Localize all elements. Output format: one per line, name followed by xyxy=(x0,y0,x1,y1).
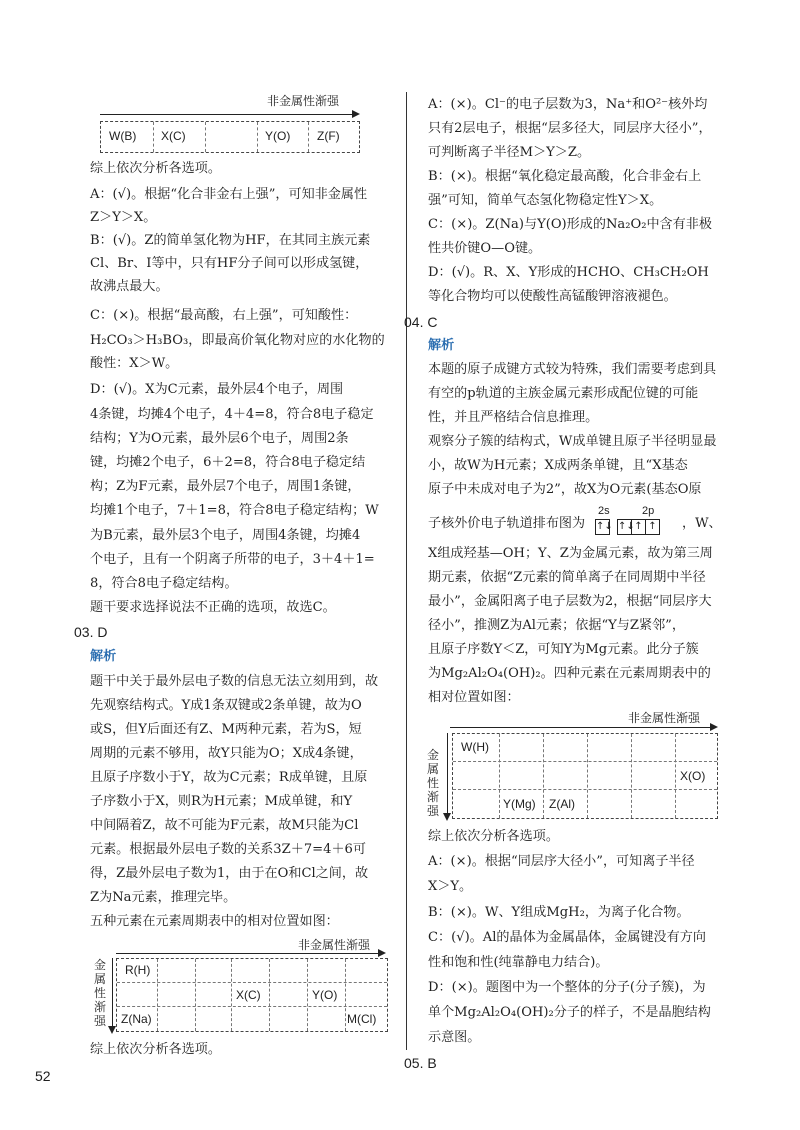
table1-cell: Y(O) xyxy=(265,129,291,143)
question-number: 05. B xyxy=(404,1055,437,1071)
table2-cell: X(C) xyxy=(236,988,261,1002)
text-line: 周期的元素不够用，故Y只能为O；X成4条键， xyxy=(90,746,363,761)
table3-cell: X(O) xyxy=(680,769,706,783)
table3-arrow-label: 非金属性渐强 xyxy=(628,711,701,725)
text-line: 且原子序数Y＜Z，可知Y为Mg元素。此分子簇 xyxy=(428,642,699,657)
text-line: ，W、 xyxy=(682,516,722,531)
table3-periodic-grid xyxy=(452,733,718,819)
text-line: 性和饱和性(纯靠静电力结合)。 xyxy=(428,955,609,970)
text-line: 个电子，且有一个阴离子所带的电子，3＋4＋1= xyxy=(90,552,375,567)
text-line: C：(×)。根据“最高酸，右上强”，可知酸性： xyxy=(90,308,358,323)
text-line: 题干要求选择说法不正确的选项，故选C。 xyxy=(90,600,336,615)
table3-cell: W(H) xyxy=(461,740,489,754)
table2-cell: Y(O) xyxy=(312,988,338,1002)
table3-cell: Z(Al) xyxy=(549,797,575,811)
table3-vertical-label: 金 属 性 渐 强 xyxy=(426,748,439,818)
section-heading: 解析 xyxy=(428,338,455,353)
text-line: 为B元素，最外层3个电子，周围4条键，均摊4 xyxy=(90,528,361,543)
table2-vertical-label: 金 属 性 渐 强 xyxy=(93,958,106,1028)
table2-periodic-grid xyxy=(116,958,388,1032)
text-line: 有空的p轨道的主族金属元素形成配位键的可能 xyxy=(428,386,699,401)
text-line: 只有2层电子，根据“层多径大，同层序大径小”， xyxy=(428,121,712,136)
text-line: 单个Mg₂Al₂O₄(OH)₂分子的样子，不是晶胞结构 xyxy=(428,1005,711,1020)
text-line: C：(√)。Al的晶体为金属晶体，金属键没有方向 xyxy=(428,930,706,945)
text-line: D：(×)。题图中为一个整体的分子(分子簇)，为 xyxy=(428,980,706,995)
text-line: A：(×)。根据“同层序大径小”，可知离子半径 xyxy=(428,854,695,869)
table2-arrow xyxy=(116,953,384,954)
table1-cell: X(C) xyxy=(161,129,186,143)
text-line: C：(×)。Z(Na)与Y(O)形成的Na₂O₂中含有非极 xyxy=(428,217,712,232)
text-line: D：(√)。R、X、Y形成的HCHO、CH₃CH₂OH xyxy=(428,265,709,280)
table1-cell: Z(F) xyxy=(317,129,340,143)
text-line: X＞Y。 xyxy=(428,879,473,894)
text-line: 小，故W为H元素；X成两条单键，且“X基态 xyxy=(428,458,688,473)
text-line: 原子中未成对电子为2”，故X为O元素(基态O原 xyxy=(428,482,702,497)
text-line: 子核外价电子轨道排布图为 xyxy=(428,516,586,531)
text-line: Z＞Y＞X。 xyxy=(90,210,157,225)
orbital-2s-label: 2s xyxy=(598,505,610,517)
text-line: 相对位置如图： xyxy=(428,690,520,705)
text-line: 先观察结构式。Y成1条双键或2条单键，故为O xyxy=(90,698,362,713)
text-line: 8，符合8电子稳定结构。 xyxy=(90,576,238,591)
text-line: 故沸点最大。 xyxy=(90,279,169,294)
text-line: 得，Z最外层电子数为1，由于在O和Cl之间，故 xyxy=(90,866,369,881)
orbital-box-2p: ↑ xyxy=(645,519,660,535)
orbital-diagram xyxy=(596,519,660,535)
text-line: 综上依次分析各选项。 xyxy=(90,1042,221,1057)
text-line: 五种元素在元素周期表中的相对位置如图： xyxy=(90,914,339,929)
text-line: 为Mg₂Al₂O₄(OH)₂。四种元素在元素周期表中的 xyxy=(428,666,711,681)
text-line: 键，均摊2个电子，6＋2=8，符合8电子稳定结 xyxy=(90,455,366,470)
question-number: 03. D xyxy=(74,624,108,640)
text-line: 中间隔着Z，故不可能为F元素，故M只能为Cl xyxy=(90,818,359,833)
text-line: 结构；Y为O元素，最外层6个电子，周围2条 xyxy=(90,431,349,446)
text-line: 且原子序数小于Y，故为C元素；R成单键，且原 xyxy=(90,770,368,785)
text-line: 题干中关于最外层电子数的信息无法立刻用到，故 xyxy=(90,674,379,689)
orbital-2p-label: 2p xyxy=(642,505,655,517)
text-line: 期元素，依据“Z元素的简单离子在同周期中半径 xyxy=(428,570,706,585)
table2-vertical-arrow xyxy=(112,958,113,1032)
text-line: B：(√)。Z的简单氢化物为HF，在其同主族元素 xyxy=(90,233,371,248)
text-line: 示意图。 xyxy=(428,1030,481,1045)
table3-vertical-arrow xyxy=(447,733,448,819)
table2-cell: Z(Na) xyxy=(121,1012,152,1026)
page-number: 52 xyxy=(35,1068,51,1084)
text-line: Cl、Br、I等中，只有HF分子间可以形成氢键， xyxy=(90,256,369,271)
orbital-box-2p: ↑ xyxy=(631,519,646,535)
text-line: 径小”，推测Z为Al元素；依据“Y与Z紧邻”， xyxy=(428,618,685,633)
table3-arrow xyxy=(450,727,716,728)
question-number: 04. C xyxy=(404,314,438,330)
orbital-box-2s: ↑↓ xyxy=(595,519,610,535)
text-line: Z为Na元素，推理完毕。 xyxy=(90,890,237,905)
text-line: 观察分子簇的结构式，W成单键且原子半径明显最 xyxy=(428,434,717,449)
text-line: 综上依次分析各选项。 xyxy=(90,161,221,176)
table1-periodic-row xyxy=(100,121,360,153)
text-line: 构；Z为F元素，最外层7个电子，周围1条键， xyxy=(90,479,361,494)
text-line: 综上依次分析各选项。 xyxy=(428,829,559,844)
text-line: X组成羟基—OH；Y、Z为金属元素，故为第三周 xyxy=(428,546,713,561)
text-line: 4条键，均摊4个电子，4＋4=8，符合8电子稳定 xyxy=(90,407,374,422)
text-line: 均摊1个电子，7＋1=8，符合8电子稳定结构；W xyxy=(90,503,379,518)
table1-arrow-label: 非金属性渐强 xyxy=(267,94,340,108)
text-line: 子序数小于X，则R为H元素；M成单键，和Y xyxy=(90,794,353,809)
text-line: 或S，但Y后面还有Z、M两种元素，若为S，短 xyxy=(90,722,362,737)
text-line: 最小”，金属阳离子电子层数为2，根据“同层序大 xyxy=(428,594,712,609)
text-line: 性，并且严格结合信息推理。 xyxy=(428,410,599,425)
text-line: B：(×)。W、Y组成MgH₂，为离子化合物。 xyxy=(428,905,690,920)
text-line: B：(×)。根据“氧化稳定最高酸，化合非金右上 xyxy=(428,169,702,184)
section-heading: 解析 xyxy=(90,649,117,664)
table2-arrow-label: 非金属性渐强 xyxy=(298,938,371,952)
text-line: 本题的原子成键方式较为特殊，我们需要考虑到具 xyxy=(428,362,717,377)
table1-arrow xyxy=(100,114,358,115)
text-line: D：(√)。X为C元素，最外层4个电子，周围 xyxy=(90,382,344,397)
text-line: 酸性：X＞W。 xyxy=(90,356,179,371)
table3-cell: Y(Mg) xyxy=(503,797,536,811)
column-divider xyxy=(406,92,407,1050)
table2-cell: M(Cl) xyxy=(347,1012,377,1026)
text-line: A：(√)。根据“化合非金右上强”，可知非金属性 xyxy=(90,187,368,202)
table1-cell: W(B) xyxy=(109,129,137,143)
table2-cell: R(H) xyxy=(125,963,151,977)
orbital-box-2p: ↑↓ xyxy=(617,519,632,535)
text-line: H₂CO₃＞H₃BO₃，即最高价氧化物对应的水化物的 xyxy=(90,333,385,348)
text-line: 强”可知，简单气态氢化物稳定性Y＞X。 xyxy=(428,193,663,208)
text-line: A：(×)。Cl⁻的电子层数为3，Na⁺和O²⁻核外均 xyxy=(428,97,708,112)
text-line: 性共价键O—O键。 xyxy=(428,241,542,256)
text-line: 可判断离子半径M＞Y＞Z。 xyxy=(428,145,591,160)
text-line: 元素。根据最外层电子数的关系3Z＋7=4＋6可 xyxy=(90,842,366,857)
text-line: 等化合物均可以使酸性高锰酸钾溶液褪色。 xyxy=(428,289,677,304)
